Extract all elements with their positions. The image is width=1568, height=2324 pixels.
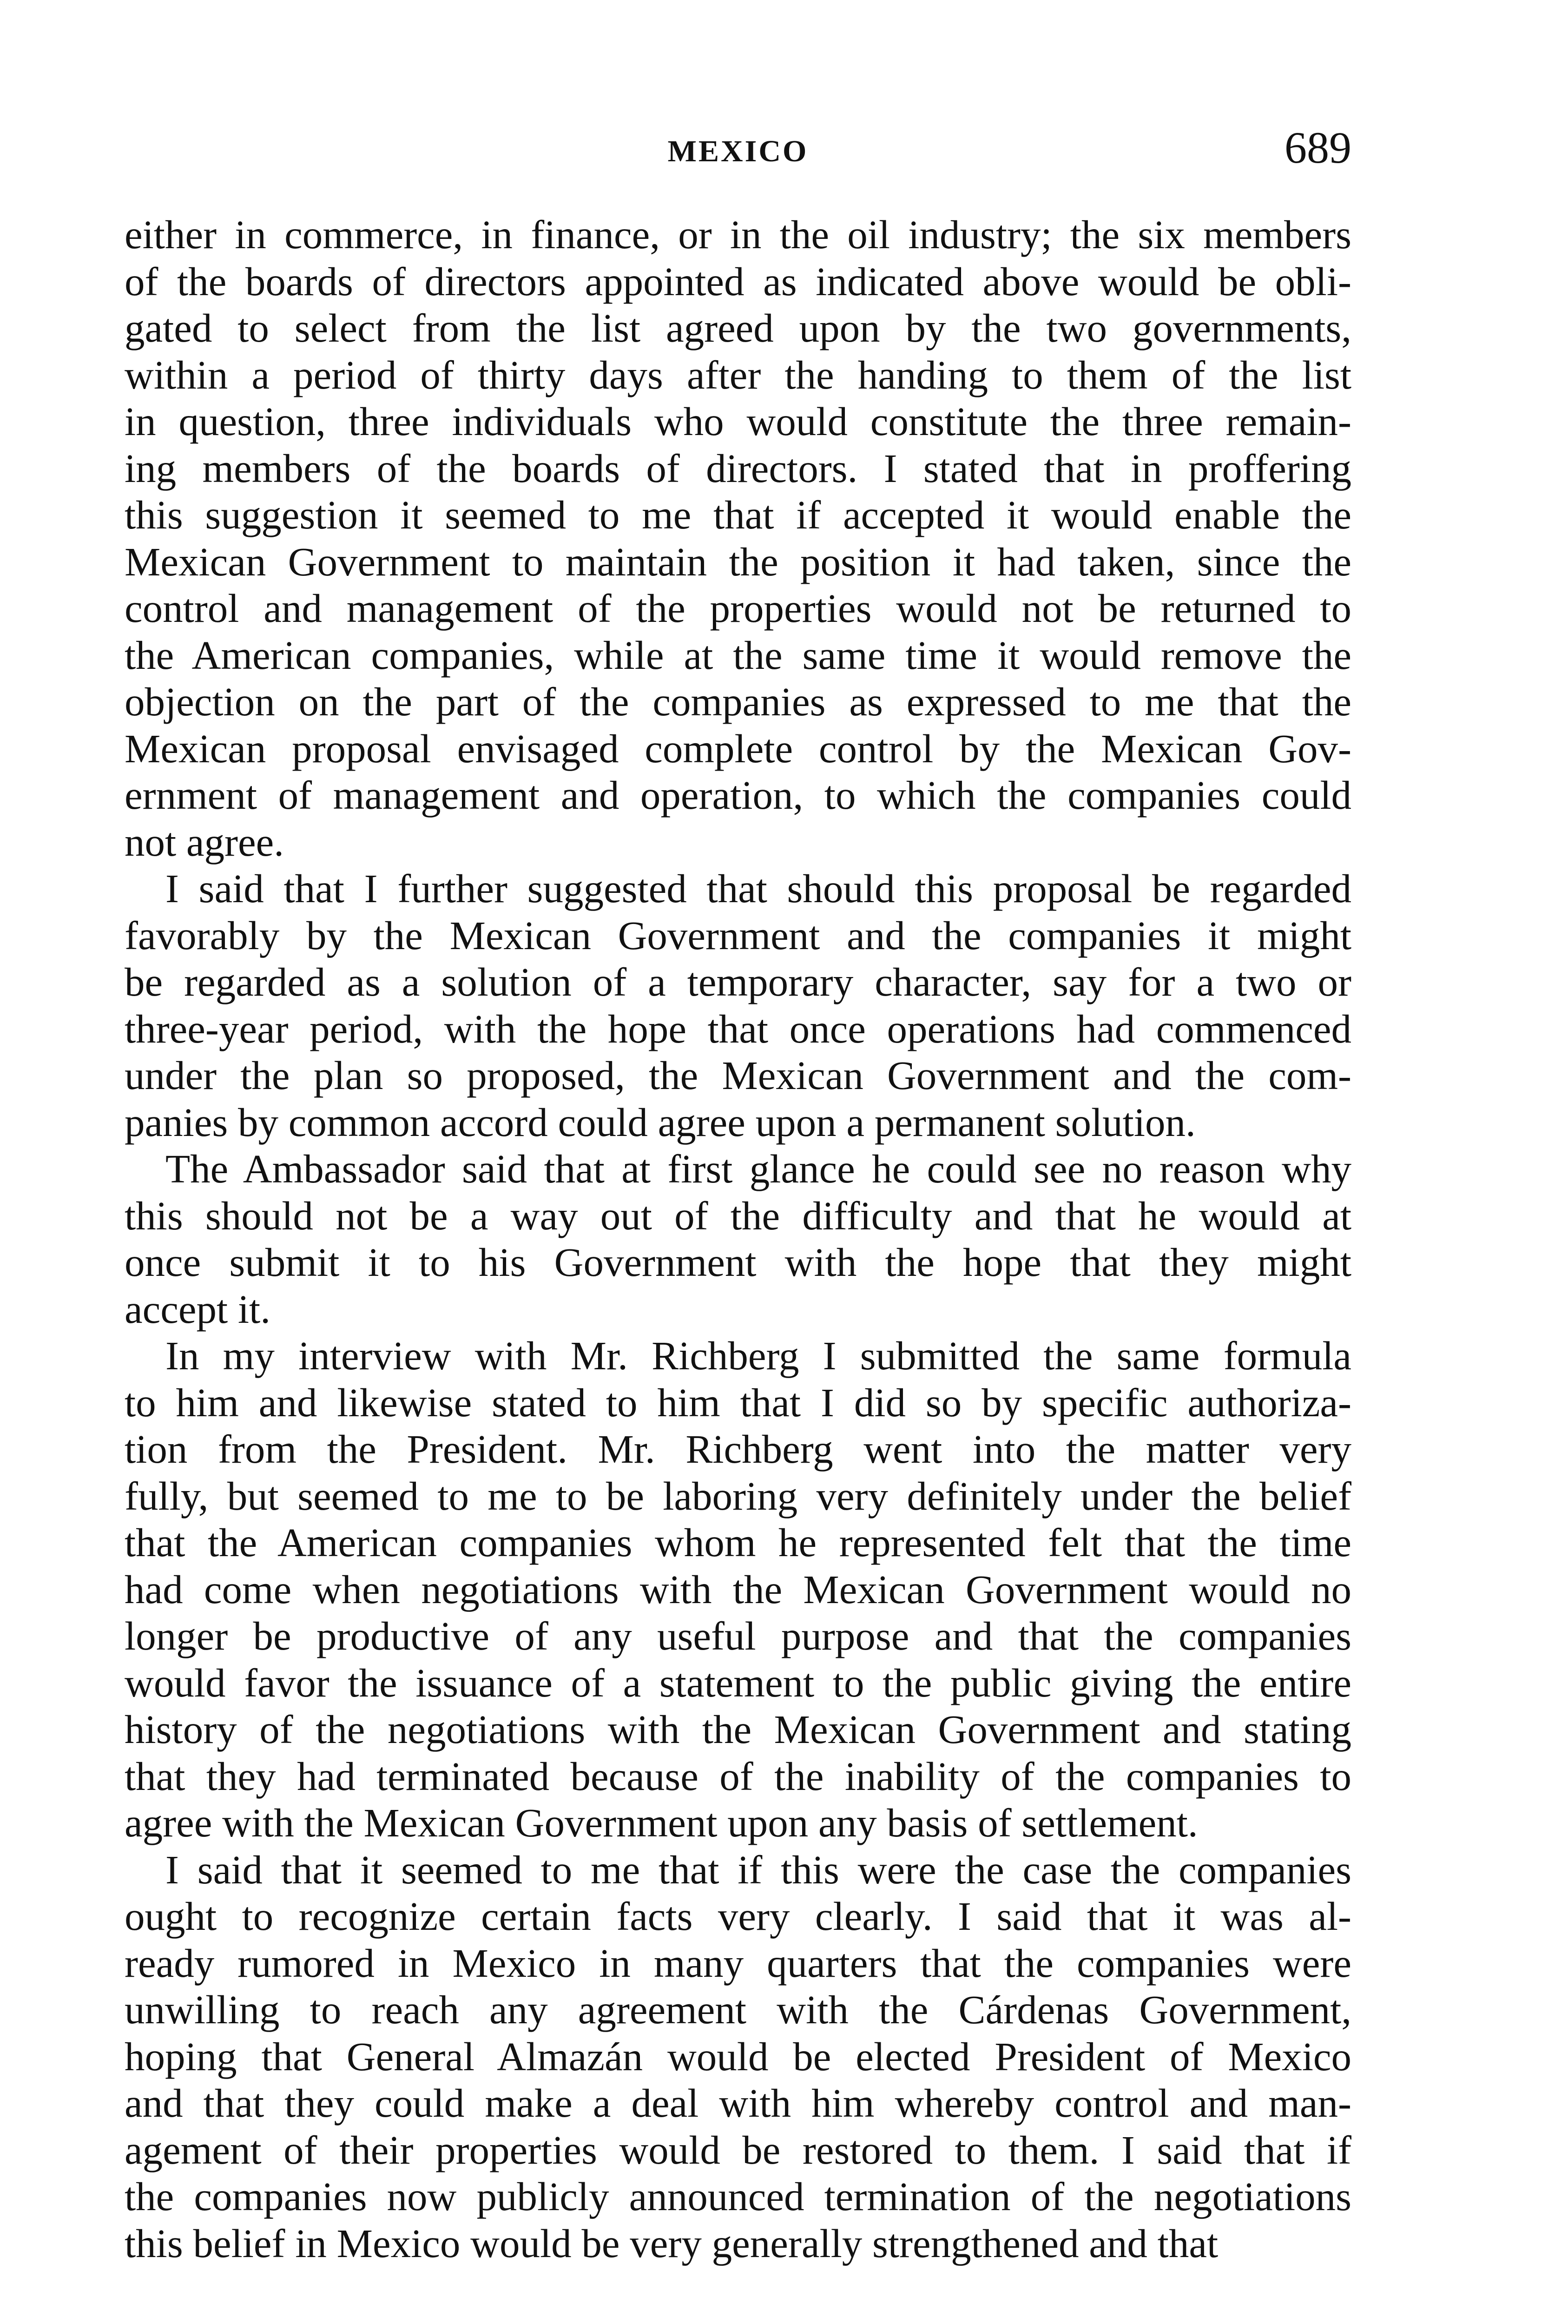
paragraph [125,1847,1351,2267]
text-line: in question, three individuals who would constitute the three remain- [125,399,1351,444]
text-line: and that they could make a deal with him whereby control and man- [125,2080,1351,2126]
text-line: history of the negotiations with the Mexican Government and stating [125,1707,1351,1752]
page-number: 689 [1285,123,1351,172]
text-line: not agree. [125,819,284,865]
text-line: accept it. [125,1286,270,1332]
text-line: under the plan so proposed, the Mexican Government and the com- [125,1053,1351,1098]
text-line: hoping that General Almazán would be elected President of Mexico [125,2034,1351,2079]
text-line: that they had terminated because of the inability of the companies to [125,1753,1351,1799]
running-head [125,125,1351,181]
paragraph [125,1146,1351,1333]
text-line: ready rumored in Mexico in many quarters that the companies were [125,1940,1351,1986]
text-line: tion from the President. Mr. Richberg went into the matter very [125,1426,1351,1472]
text-line: this belief in Mexico would be very generally strengthened and that [125,2220,1219,2266]
text-line: longer be productive of any useful purpose and that the companies [125,1613,1351,1658]
text-line: Mexican proposal envisaged complete control by the Mexican Gov- [125,726,1351,771]
text-line: I said that it seemed to me that if this were the case the companies [165,1847,1351,1892]
text-line: The Ambassador said that at first glance he could see no reason why [165,1146,1351,1191]
text-line: ing members of the boards of directors. I stated that in proffering [125,445,1351,491]
text-line: three-year period, with the hope that once operations had commenced [125,1006,1351,1051]
body-text [125,211,1351,2267]
text-line: the companies now publicly announced termination of the negotiations [125,2174,1351,2219]
paragraph [125,1333,1351,1847]
text-line: to him and likewise stated to him that I did so by specific authoriza- [125,1380,1351,1425]
text-line: I said that I further suggested that should this proposal be regarded [165,866,1351,911]
text-line: In my interview with Mr. Richberg I submitted the same formula [165,1333,1351,1378]
text-line: objection on the part of the companies as expressed to me that the [125,679,1351,724]
text-line: once submit it to his Government with the hope that they might [125,1240,1351,1285]
text-line: gated to select from the list agreed upon by the two governments, [125,305,1351,350]
text-line: fully, but seemed to me to be laboring very definitely under the belief [125,1473,1351,1519]
text-line: within a period of thirty days after the handing to them of the list [125,352,1351,397]
text-line: had come when negotiations with the Mexican Government would no [125,1566,1351,1612]
text-line: ought to recognize certain facts very clearly. I said that it was al- [125,1894,1351,1939]
text-line: either in commerce, in finance, or in the oil industry; the six members [125,212,1351,257]
text-line: of the boards of directors appointed as indicated above would be obli- [125,258,1351,304]
text-line: that the American companies whom he represented felt that the time [125,1520,1351,1565]
text-line: ernment of management and operation, to which the companies could [125,772,1351,818]
text-line: be regarded as a solution of a temporary character, say for a two or [125,959,1351,1004]
text-line: would favor the issuance of a statement to the public giving the entire [125,1660,1351,1705]
text-line: this suggestion it seemed to me that if accepted it would enable the [125,492,1351,537]
text-line: Mexican Government to maintain the position it had taken, since the [125,539,1351,584]
running-title: MEXICO [667,134,809,168]
text-line: panies by common accord could agree upon a permanent solution. [125,1099,1196,1145]
text-line: this should not be a way out of the difficulty and that he would at [125,1193,1351,1238]
text-line: favorably by the Mexican Government and the companies it might [125,912,1351,958]
text-line: control and management of the properties would not be returned to [125,586,1351,631]
text-line: agree with the Mexican Government upon any basis of settlement. [125,1800,1198,1845]
text-line: agement of their properties would be restored to them. I said that if [125,2127,1351,2172]
paragraph [125,211,1351,865]
paragraph [125,865,1351,1146]
text-line: the American companies, while at the same time it would remove the [125,632,1351,678]
text-line: unwilling to reach any agreement with the Cárdenas Government, [125,1987,1351,2032]
